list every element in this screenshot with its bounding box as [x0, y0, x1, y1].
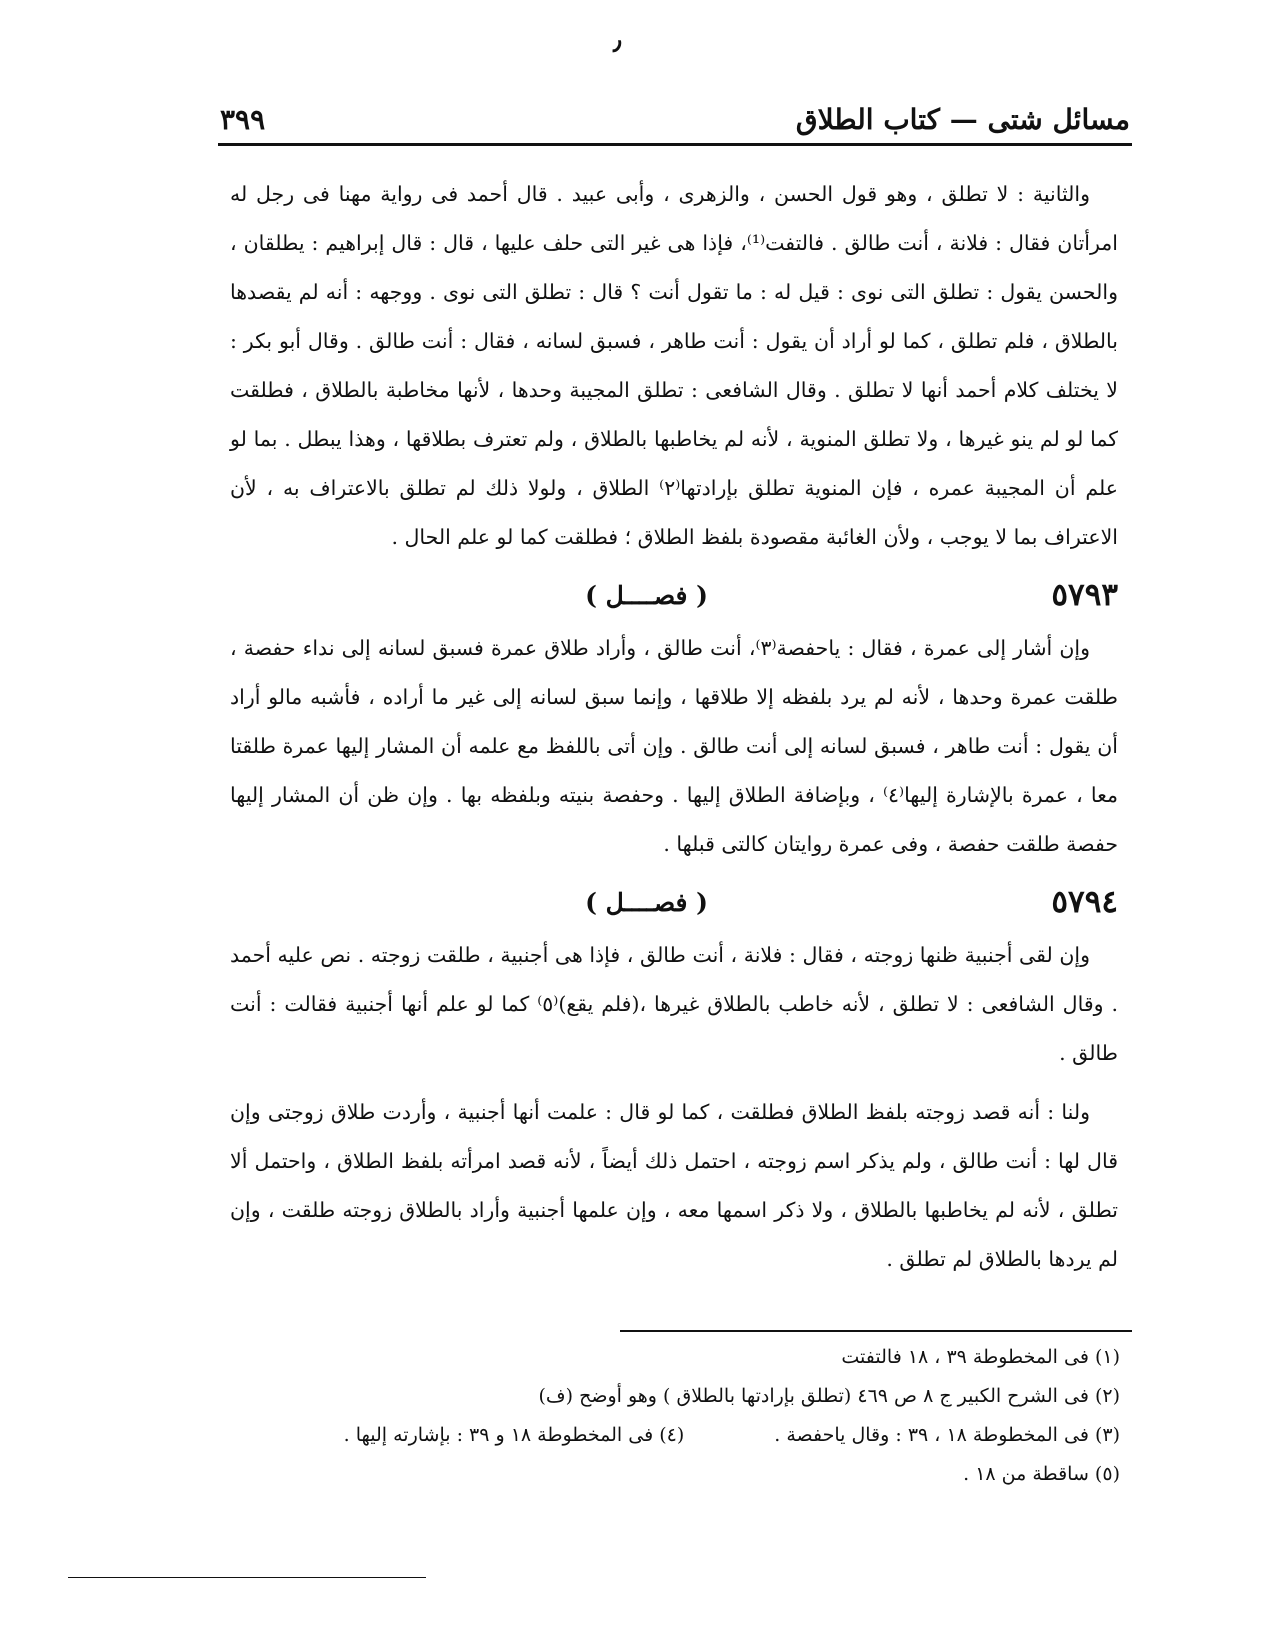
- section-heading-5794: [230, 873, 1118, 931]
- section-heading-5793: [230, 566, 1118, 624]
- footnotes: [240, 1338, 1120, 1494]
- page-title: مسائل شتى — كتاب الطلاق: [795, 102, 1130, 136]
- header-divider: [218, 143, 1132, 146]
- section-label: ( فصــــل ): [585, 580, 708, 610]
- running-header: [220, 96, 1130, 142]
- section-number: ٥٧٩٣: [1051, 576, 1118, 613]
- paragraph: وإن لقى أجنبية ظنها زوجته ، فقال : فلانة ، أنت طالق ، فإذا هى أجنبية ، طلقت زوجته . نص عليه أحمد . وقال الشافعى : لا تطلق ، لأنه خاطب بالطلاق غيرها ،(فلم يقع)⁽٥⁾ كما لو علم أنها أجنبية فقالت : أنت طالق .: [230, 943, 1118, 1065]
- paragraph: وإن أشار إلى عمرة ، فقال : ياحفصة⁽٣⁾، أنت طالق ، وأراد طلاق عمرة فسبق لسانه إلى نداء حفصة ، طلقت عمرة وحدها ، لأنه لم يرد بلفظه إلا طلاقها ، وإنما سبق لسانه إلى غير ما أراده ، فأشبه مالو أراد أن يقول : أنت طاهر ، فسبق لسانه إلى أنت طالق . وإن أتى باللفظ مع علمه أن المشار إليها عمرة طلقتا معا ، عمرة بالإشارة إليها⁽٤⁾ ، وبإضافة الطلاق إليها . وحفصة بنيته وبلفظه بها . وإن ظن أن المشار إليها حفصة طلقت حفصة ، وفى عمرة روايتان كالتى قبلها .: [230, 636, 1118, 856]
- paragraph-gap: [230, 1078, 1118, 1088]
- footnote-1: (١) فى المخطوطة ٣٩ ، ١٨ فالتفتت: [841, 1346, 1120, 1368]
- top-mark: ٫: [613, 26, 622, 56]
- footnote-divider: [620, 1330, 1132, 1332]
- footnote-2: (٢) فى الشرح الكبير ج ٨ ص ٤٦٩ (تطلق بإرادتها بالطلاق ) وهو أوضح (ف): [538, 1385, 1120, 1407]
- footnote-4: (٤) فى المخطوطة ١٨ و ٣٩ : بإشارته إليها .: [343, 1424, 685, 1446]
- section-number: ٥٧٩٤: [1051, 883, 1118, 920]
- section-label: ( فصــــل ): [585, 887, 708, 917]
- main-text: [230, 170, 1118, 1284]
- bottom-rule: [68, 1577, 426, 1578]
- footnote-row: [240, 1416, 1120, 1455]
- paragraph: ولنا : أنه قصد زوجته بلفظ الطلاق فطلقت ، كما لو قال : علمت أنها أجنبية ، وأردت طلاق زوجتى وإن قال لها : أنت طالق ، ولم يذكر اسم زوجته ، احتمل ذلك أيضاً ، لأنه قصد امرأته بلفظ الطلاق ، واحتمل ألا تطلق ، لأنه لم يخاطبها بالطلاق ، ولا ذكر اسمها معه ، وإن علمها أجنبية وأراد بالطلاق زوجته طلقت ، وإن لم يردها بالطلاق لم تطلق .: [230, 1100, 1118, 1271]
- page-number: ٣٩٩: [220, 102, 266, 136]
- footnote-5: (٥) ساقطة من ١٨ .: [963, 1463, 1120, 1485]
- paragraph: والثانية : لا تطلق ، وهو قول الحسن ، والزهرى ، وأبى عبيد . قال أحمد فى رواية مهنا فى رجل له امرأتان فقال : فلانة ، أنت طالق . فالتفت⁽¹⁾، فإذا هى غير التى حلف عليها ، قال : قال إبراهيم : يطلقان ، والحسن يقول : تطلق التى نوى : قيل له : ما تقول أنت ؟ قال : تطلق التى نوى . ووجهه : أنه لم يقصدها بالطلاق ، فلم تطلق ، كما لو أراد أن يقول : أنت طاهر ، فسبق لسانه ، فقال : أنت طالق . وقال أبو بكر : لا يختلف كلام أحمد أنها لا تطلق . وقال الشافعى : تطلق المجيبة وحدها ، لأنها مخاطبة بالطلاق ، فطلقت كما لو لم ينو غيرها ، ولا تطلق المنوية ، لأنه لم يخاطبها بالطلاق ، ولم تعترف بطلاقها ، وهذا يبطل . بما لو علم أن المجيبة عمره ، فإن المنوية تطلق بإرادتها⁽٢⁾ الطلاق ، ولولا ذلك لم تطلق بالاعتراف به ، لأن الاعتراف بما لا يوجب ، ولأن الغائبة مقصودة بلفظ الطلاق ؛ فطلقت كما لو علم الحال .: [230, 182, 1118, 549]
- footnote-3: (٣) فى المخطوطة ١٨ ، ٣٩ : وقال ياحفصة .: [774, 1424, 1120, 1446]
